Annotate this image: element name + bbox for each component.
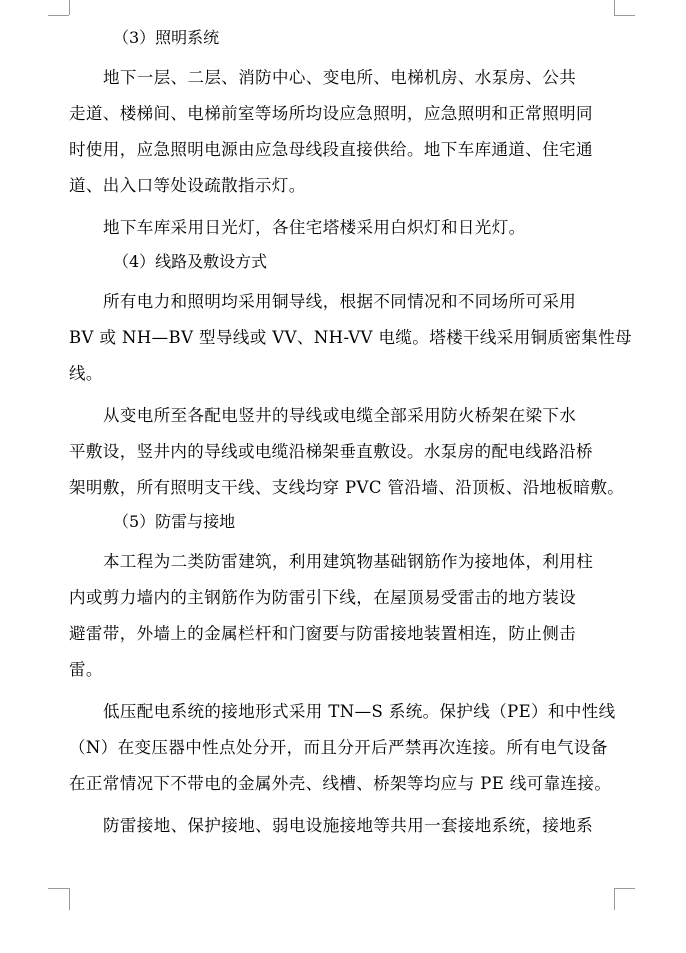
paragraph <box>69 694 617 802</box>
crop-mark-bottom-right-v <box>614 888 615 910</box>
text-line: 内或剪力墙内的主钢筋作为防雷引下线，在屋顶易受雷击的地方装设 <box>69 588 576 607</box>
text-line: 线。 <box>69 364 103 383</box>
text-line: 地下一层、二层、消防中心、变电所、电梯机房、水泵房、公共 <box>103 68 577 87</box>
text-line: 雷。 <box>69 660 103 679</box>
paragraph <box>69 544 617 688</box>
crop-mark-bottom-left-h <box>48 888 69 889</box>
section-lighting <box>69 22 617 246</box>
section-heading: （5）防雷与接地 <box>113 512 236 531</box>
text-line: 走道、楼梯间、电梯前室等场所均设应急照明，应急照明和正常照明同 <box>69 104 593 123</box>
section-heading: （4）线路及敷设方式 <box>113 252 268 271</box>
crop-mark-top-right-v <box>614 0 615 15</box>
document-body <box>69 22 632 844</box>
crop-mark-bottom-left-v <box>69 888 70 910</box>
text-line: 从变电所至各配电竖井的导线或电缆全部采用防火桥架在梁下水 <box>103 406 577 425</box>
text-line: （N）在变压器中性点处分开，而且分开后严禁再次连接。所有电气设备 <box>69 738 608 757</box>
section-heading: （3）照明系统 <box>113 28 220 47</box>
paragraph <box>69 808 617 844</box>
paragraph <box>69 398 625 506</box>
text-line: 本工程为二类防雷建筑，利用建筑物基础钢筋作为接地体，利用柱 <box>103 552 594 571</box>
crop-mark-top-right-h <box>614 15 635 16</box>
text-line: 时使用，应急照明电源由应急母线段直接供给。地下车库通道、住宅通 <box>69 140 593 159</box>
text-line: 地下车库采用日光灯，各住宅塔楼采用白炽灯和日光灯。 <box>103 218 526 237</box>
paragraph <box>69 60 617 204</box>
text-line: 低压配电系统的接地形式采用 TN—S 系统。保护线（PE）和中性线 <box>103 702 616 721</box>
section-lightning-grounding <box>69 506 617 844</box>
paragraph <box>69 210 617 246</box>
text-line: 平敷设，竖井内的导线或电缆沿梯架垂直敷设。水泵房的配电线路沿桥 <box>69 442 593 461</box>
text-line: 道、出入口等处设疏散指示灯。 <box>69 176 306 195</box>
text-line: 所有电力和照明均采用铜导线，根据不同情况和不同场所可采用 <box>103 292 577 311</box>
paragraph <box>69 284 632 392</box>
crop-mark-bottom-right-h <box>614 888 635 889</box>
section-wiring <box>69 246 632 506</box>
text-line: 在正常情况下不带电的金属外壳、线槽、桥架等均应与 PE 线可靠连接。 <box>69 774 612 793</box>
crop-mark-top-left-v <box>69 0 70 15</box>
text-line: BV 或 NH—BV 型导线或 VV、NH-VV 电缆。塔楼干线采用铜质密集性母 <box>69 328 632 347</box>
text-line: 架明敷，所有照明支干线、支线均穿 PVC 管沿墙、沿顶板、沿地板暗敷。 <box>69 478 625 497</box>
text-line: 避雷带，外墙上的金属栏杆和门窗要与防雷接地装置相连，防止侧击 <box>69 624 576 643</box>
crop-mark-top-left-h <box>48 15 69 16</box>
text-line: 防雷接地、保护接地、弱电设施接地等共用一套接地系统，接地系 <box>103 816 594 835</box>
